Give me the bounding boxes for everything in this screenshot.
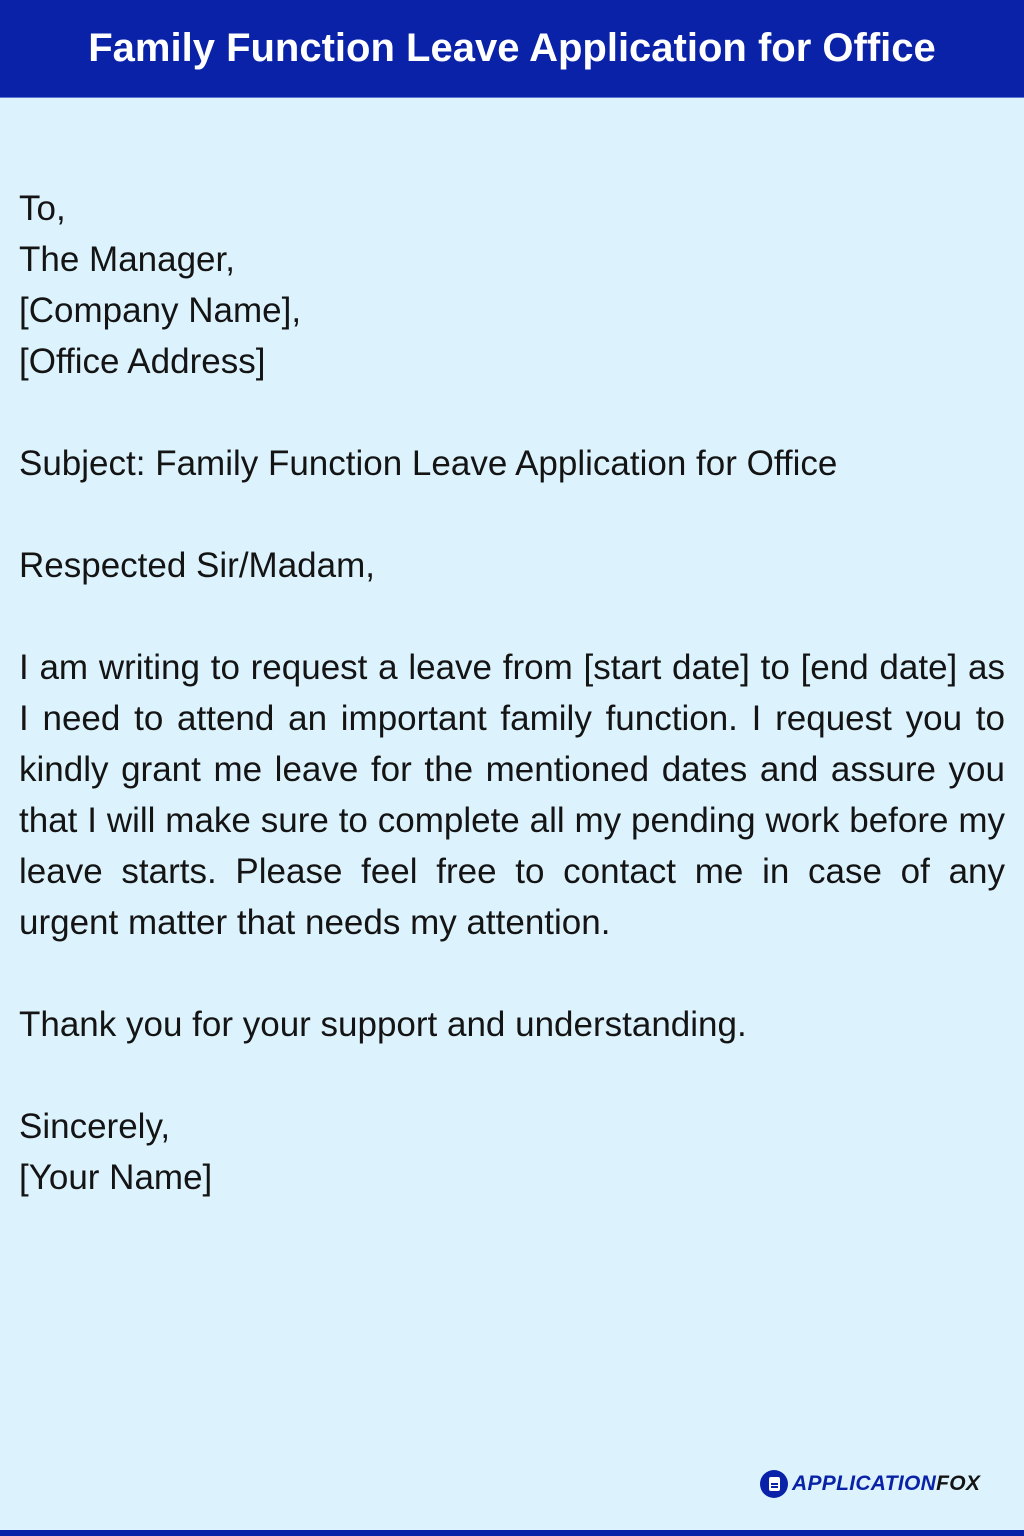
salutation: Respected Sir/Madam, — [19, 546, 375, 585]
bottom-border — [0, 1530, 1024, 1536]
address-line: To, — [19, 189, 66, 228]
document-icon — [760, 1470, 788, 1498]
logo-text-fox: FOX — [936, 1472, 981, 1495]
page-title: Family Function Leave Application for Office — [88, 26, 936, 70]
logo-text-application: APPLICATION — [792, 1472, 937, 1495]
thanks-line: Thank you for your support and understanding. — [19, 1005, 747, 1044]
letter-body — [19, 183, 1005, 1203]
page-header — [0, 0, 1024, 98]
applicationfox-logo — [760, 1470, 980, 1498]
address-line: [Office Address] — [19, 342, 266, 381]
signature: [Your Name] — [19, 1158, 213, 1197]
closing: Sincerely, — [19, 1107, 171, 1146]
address-line: The Manager, — [19, 240, 235, 279]
address-line: [Company Name], — [19, 291, 302, 330]
body-paragraph: I am writing to request a leave from [start date] to [end date] as I need to attend an important family function. I request you to kindly grant me leave for the mentioned dates and assure you that I will make sure to complete all my pending work before my leave starts. Please feel free to contact me in case of any urgent matter that needs my attention. — [19, 648, 1005, 942]
subject-line: Subject: Family Function Leave Application for Office — [19, 444, 838, 483]
